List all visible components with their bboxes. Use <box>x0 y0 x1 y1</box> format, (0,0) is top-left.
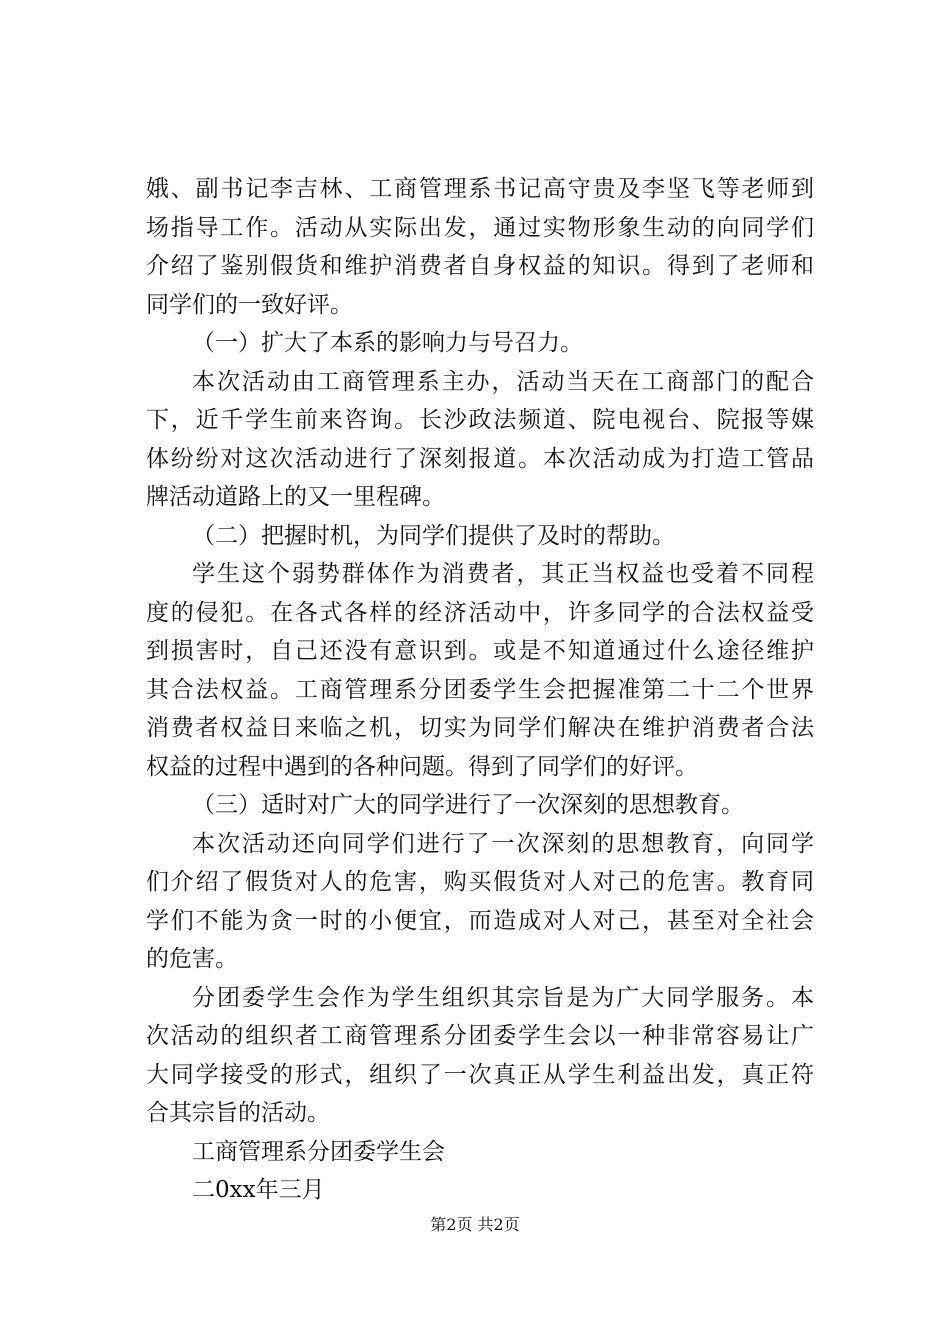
text-line: 权益的过程中遇到的各种问题。得到了同学们的好评。 <box>146 753 698 780</box>
text-line: 到损害时，自己还没有意识到。或是不知道通过什么途径维护 <box>146 638 814 664</box>
text-line: 学生这个弱势群体作为消费者，其正当权益也受着不同程 <box>192 561 814 587</box>
text-line: （一）扩大了本系的影响力与号召力。 <box>192 330 583 356</box>
text-line: 娥、副书记李吉林、工商管理系书记高守贵及李坚飞等老师到 <box>146 176 814 202</box>
text-line: 其合法权益。工商管理系分团委学生会把握准第二十二个世界 <box>146 676 814 703</box>
text-line: 本次活动由工商管理系主办，活动当天在工商部门的配合 <box>192 368 814 395</box>
text-line: 消费者权益日来临之机，切实为同学们解决在维护消费者合法 <box>146 715 814 741</box>
text-line: 们介绍了假货对人的危害，购买假货对人对己的危害。教育同 <box>146 869 814 895</box>
text-line: 次活动的组织者工商管理系分团委学生会以一种非常容易让广 <box>146 1023 814 1049</box>
text-line: 工商管理系分团委学生会 <box>192 1138 445 1165</box>
text-line: （三）适时对广大的同学进行了一次深刻的思想教育。 <box>192 792 744 818</box>
text-line: 场指导工作。活动从实际出发，通过实物形象生动的向同学们 <box>146 214 814 241</box>
text-line: 同学们的一致好评。 <box>146 291 353 318</box>
text-line: 分团委学生会作为学生组织其宗旨是为广大同学服务。本 <box>192 984 814 1011</box>
document-body <box>146 170 814 1210</box>
text-line: 介绍了鉴别假货和维护消费者自身权益的知识。得到了老师和 <box>146 253 814 279</box>
text-line: 的危害。 <box>146 946 238 972</box>
text-line: 合其宗旨的活动。 <box>146 1100 330 1126</box>
text-line: 学们不能为贪一时的小便宜，而造成对人对己，甚至对全社会 <box>146 907 814 934</box>
text-line: 牌活动道路上的又一里程碑。 <box>146 484 445 510</box>
text-line: 本次活动还向同学们进行了一次深刻的思想教育，向同学 <box>192 830 814 857</box>
text-line: （二）把握时机，为同学们提供了及时的帮助。 <box>192 522 675 549</box>
text-line: 二0xx年三月 <box>192 1177 325 1203</box>
text-line: 下，近千学生前来咨询。长沙政法频道、院电视台、院报等媒 <box>146 407 814 433</box>
text-line: 体纷纷对这次活动进行了深刻报道。本次活动成为打造工管品 <box>146 445 814 472</box>
text-line: 大同学接受的形式，组织了一次真正从学生利益出发，真正符 <box>146 1061 814 1088</box>
text-line: 度的侵犯。在各式各样的经济活动中，许多同学的合法权益受 <box>146 599 814 626</box>
page-footer: 第2页 共2页 <box>430 1215 520 1234</box>
